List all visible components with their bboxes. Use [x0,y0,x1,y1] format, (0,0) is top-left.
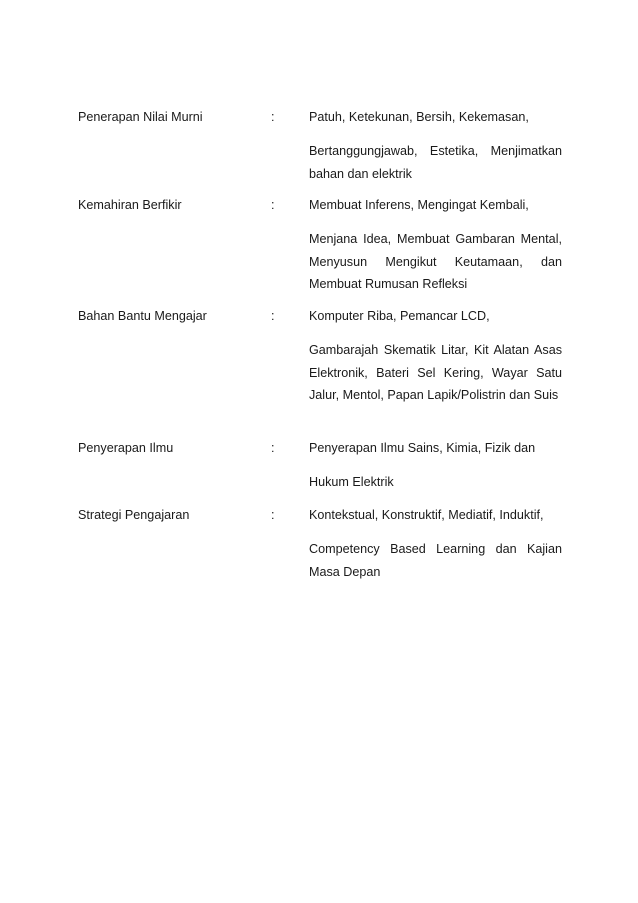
row-value-first-line: Patuh, Ketekunan, Bersih, Kekemasan, [309,110,529,124]
row-value-first-line: Penyerapan Ilmu Sains, Kimia, Fizik dan [309,441,536,455]
row-label: Penerapan Nilai Murni [78,110,203,124]
row-penyerapan-ilmu [78,441,562,489]
row-value-first-line: Membuat Inferens, Mengingat Kembali, [309,198,529,212]
row-value-first-line: Komputer Riba, Pemancar LCD, [309,309,490,323]
row-colon: : [271,309,275,323]
row-label: Penyerapan Ilmu [78,441,174,455]
row-colon: : [271,508,275,522]
row-value-paragraph: Competency Based Learning dan Kajian Masa Depan [309,542,562,579]
row-label: Kemahiran Berfikir [78,198,182,212]
row-value-paragraph: Hukum Elektrik [309,475,394,489]
row-kemahiran-berfikir [78,198,562,292]
row-colon: : [271,198,275,212]
row-bahan-bantu-mengajar [78,309,562,403]
row-value-first-line: Kontekstual, Konstruktif, Mediatif, Induktif, [309,508,544,522]
row-label: Strategi Pengajaran [78,508,190,522]
row-colon: : [271,110,275,124]
row-label: Bahan Bantu Mengajar [78,309,207,323]
row-colon: : [271,441,275,455]
row-value-paragraph: Menjana Idea, Membuat Gambaran Mental, Menyusun Mengikut Keutamaan, dan Membuat Rumusan Refleksi [309,232,562,292]
row-value-paragraph: Bertanggungjawab, Estetika, Menjimatkan bahan dan elektrik [309,144,562,181]
row-strategi-pengajaran [78,508,562,579]
row-penerapan-nilai-murni [78,110,562,181]
row-value-paragraph: Gambarajah Skematik Litar, Kit Alatan Asas Elektronik, Bateri Sel Kering, Wayar Satu Jalur, Mentol, Papan Lapik/Polistrin dan Suis [309,343,562,403]
